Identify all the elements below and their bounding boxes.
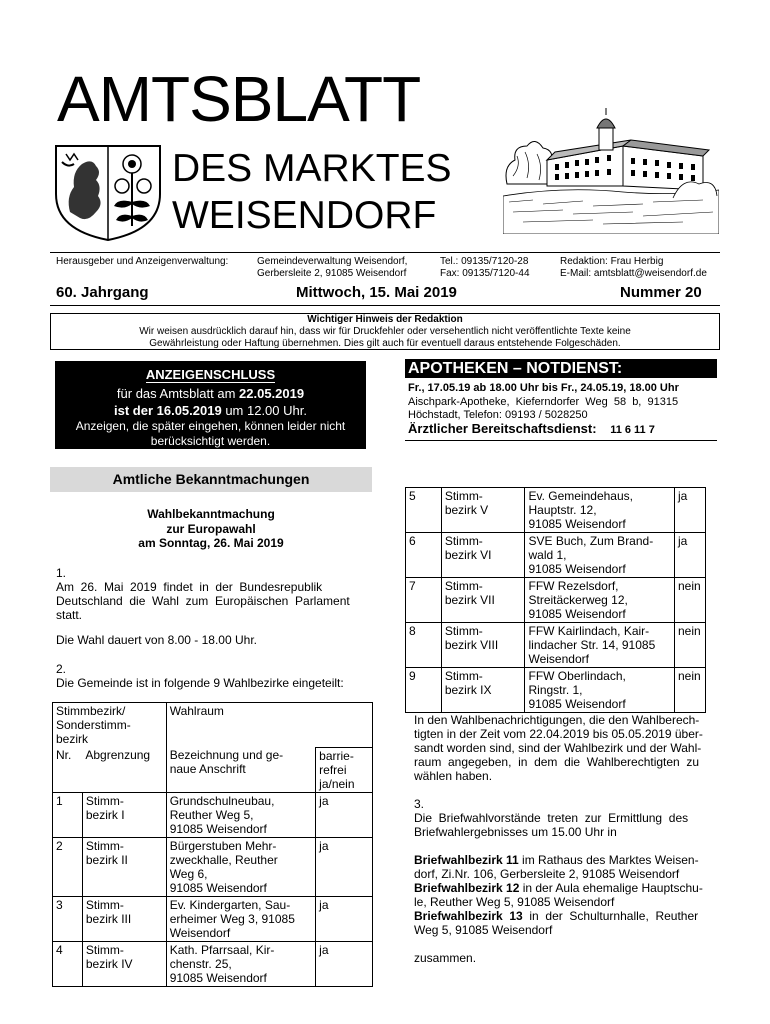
row-barriere: nein: [675, 668, 706, 713]
row-bezirk: [441, 668, 525, 713]
row-ort-line: lindacher Str. 14, 91085: [528, 638, 656, 652]
row-ort-line: Hauptstr. 12,: [528, 503, 597, 517]
row-nr: 4: [53, 941, 83, 986]
briefwahlbezirk-12: [414, 881, 703, 909]
apotheken-line1: Aischpark-Apotheke, Kieferndorfer Weg 58 b, 91315: [408, 396, 679, 408]
subhead-barriere-line: barrie-: [319, 748, 354, 763]
row-bezirk-line: Stimm-: [85, 793, 124, 808]
subhead-nr: Nr.: [53, 747, 83, 792]
table-row: [406, 578, 706, 623]
publisher-fax: Fax: 09135/7120-44: [440, 268, 530, 279]
row-nr: 2: [53, 837, 83, 896]
subhead-bezeichnung-line: Bezeichnung und ge-: [169, 748, 284, 762]
row-ort: [525, 488, 675, 533]
subhead-barriere-line: refrei: [319, 762, 347, 777]
row-nr: 5: [406, 488, 442, 533]
arzt-dienst: [408, 422, 655, 437]
row-ort-line: 91085 Weisendorf: [169, 880, 267, 895]
row-nr: 1: [53, 792, 83, 837]
row-bezirk: [82, 837, 166, 896]
row-bezirk-line: bezirk III: [85, 911, 132, 926]
wahl-heading2: zur Europawahl: [166, 522, 256, 536]
row-bezirk-line: Stimm-: [444, 489, 483, 503]
row-ort-line: Weisendorf: [528, 652, 589, 666]
publisher-contact: [440, 256, 530, 280]
row-bezirk: [82, 896, 166, 941]
row-bezirk-line: bezirk VII: [444, 593, 495, 607]
editorial-notice: [50, 313, 720, 350]
publisher-label: Herausgeber und Anzeigenverwaltung:: [56, 256, 229, 267]
briefwahlbezirk-13-address: Weg 5, 91085 Weisendorf: [414, 923, 553, 937]
arzt-number: 11 6 11 7: [610, 424, 655, 436]
row-ort: [525, 533, 675, 578]
row-nr: 3: [53, 896, 83, 941]
paragraph-line: sandt worden sind, sind der Wahlbezirk und der Wahl-: [414, 741, 702, 755]
row-bezirk-line: bezirk IX: [444, 683, 492, 697]
row-ort: [525, 668, 675, 713]
row-bezirk: [82, 941, 166, 986]
row-ort: [166, 792, 315, 837]
row-ort-line: Bürgerstuben Mehr-: [169, 838, 277, 853]
row-ort-line: Grundschulneubau,: [169, 793, 275, 808]
row-ort-line: FFW Oberlindach,: [528, 669, 626, 683]
para1-line3: statt.: [56, 608, 83, 622]
row-bezirk-line: Stimm-: [444, 579, 483, 593]
briefwahlbezirk-12-label: Briefwahlbezirk 12: [414, 881, 520, 895]
row-bezirk-line: Stimm-: [85, 942, 124, 957]
row-nr: 8: [406, 623, 442, 668]
anzeigenschluss-title: ANZEIGENSCHLUSS: [145, 367, 276, 382]
paragraph-line: Die Briefwahlvorstände treten zur Ermittlung des: [414, 811, 689, 825]
head-stimmbezirk-line: bezirk: [56, 732, 89, 746]
publisher-editorial: [560, 256, 707, 280]
coat-of-arms-icon: [52, 142, 164, 242]
publisher-email: E-Mail: amtsblatt@weisendorf.de: [560, 268, 707, 279]
row-ort-line: chenstr. 25,: [169, 956, 232, 971]
row-ort-line: 91085 Weisendorf: [528, 697, 626, 711]
anzeigenschluss-line4: berücksichtigt werden.: [150, 434, 271, 448]
row-barriere: ja: [316, 896, 373, 941]
row-ort-line: Weisendorf: [169, 925, 231, 940]
row-bezirk-line: bezirk I: [85, 807, 125, 822]
row-ort-line: zweckhalle, Reuther: [169, 852, 278, 867]
paragraph-line: Briefwahlergebnisses um 15.00 Uhr in: [414, 825, 617, 839]
row-barriere: ja: [316, 792, 373, 837]
publisher-org-line2: Gerbersleite 2, 91085 Weisendorf: [257, 268, 407, 279]
apotheken-period: Fr., 17.05.19 ab 18.00 Uhr bis Fr., 24.05.19, 18.00 Uhr: [408, 382, 679, 394]
subhead-barriere-line: ja/nein: [319, 776, 355, 791]
issue-number: Nummer 20: [620, 284, 702, 301]
para1-num: 1.: [56, 566, 67, 580]
subhead-bezeichnung: [166, 747, 315, 792]
row-ort-line: 91085 Weisendorf: [528, 517, 626, 531]
anzeigenschluss-box: [55, 361, 366, 449]
wahl-heading3: am Sonntag, 26. Mai 2019: [138, 536, 284, 550]
row-bezirk: [441, 488, 525, 533]
para1-line2: Deutschland die Wahl zum Europäischen Parlament: [56, 594, 350, 608]
wahlbezirke-table-right: [405, 487, 706, 713]
row-bezirk-line: bezirk V: [444, 503, 489, 517]
arzt-label: Ärztlicher Bereitschaftsdienst:: [408, 421, 597, 436]
briefwahlbezirk-11-address: dorf, Zi.Nr. 106, Gerbersleite 2, 91085 Weisendorf: [414, 867, 680, 881]
table-subhead-row: [53, 747, 373, 792]
briefwahl-intro: [414, 811, 688, 839]
row-ort-line: 91085 Weisendorf: [169, 821, 267, 836]
anzeigenschluss-line3: Anzeigen, die später eingehen, können leider nicht: [75, 419, 346, 433]
row-ort-line: wald 1,: [528, 548, 567, 562]
anzeigenschluss-line1-text: für das Amtsblatt am: [116, 386, 240, 401]
row-ort-line: Ringstr. 1,: [528, 683, 583, 697]
notice-line2: Gewährleistung oder Haftung übernehmen. Dies gilt auch für eventuell daraus entstehende Folgeschäden.: [149, 338, 621, 349]
notice-line1: Wir weisen ausdrücklich darauf hin, dass wir für Druckfehler oder versehentlich nicht veröffentlichte Texte keine: [139, 326, 631, 337]
anzeigenschluss-line2-text: um 12.00 Uhr.: [221, 403, 307, 418]
wahlbenachrichtigung-paragraph: [414, 713, 724, 783]
row-ort: [525, 578, 675, 623]
subhead-barriere: [316, 747, 373, 792]
briefwahlbezirk-13-text: in der Schulturnhalle, Reuther: [522, 909, 699, 923]
anzeigenschluss-line1-date: 22.05.2019: [239, 386, 305, 401]
paragraph-line: wählen haben.: [414, 769, 493, 783]
row-bezirk-line: bezirk II: [85, 852, 128, 867]
row-bezirk-line: bezirk VI: [444, 548, 492, 562]
table-row: [406, 668, 706, 713]
row-ort-line: Streitäckerweg 12,: [528, 593, 628, 607]
para-wahldauer: Die Wahl dauert von 8.00 - 18.00 Uhr.: [56, 633, 257, 647]
row-barriere: ja: [316, 941, 373, 986]
issue-rule: [50, 305, 720, 306]
row-ort-line: Ev. Kindergarten, Sau-: [169, 897, 291, 912]
briefwahlbezirk-11: [414, 853, 699, 881]
row-ort: [525, 623, 675, 668]
row-ort-line: erheimer Weg 3, 91085: [169, 911, 295, 926]
head-wahlraum: Wahlraum: [166, 703, 372, 748]
wahlbezirke-table-left: [52, 702, 373, 987]
row-ort-line: Reuther Weg 5,: [169, 807, 254, 822]
table-row: [406, 623, 706, 668]
row-ort-line: 91085 Weisendorf: [169, 970, 267, 985]
row-bezirk: [441, 623, 525, 668]
apotheken-title: APOTHEKEN – NOTDIENST:: [405, 359, 717, 378]
row-ort-line: Weg 6,: [169, 866, 208, 881]
anzeigenschluss-line2: [55, 402, 366, 419]
table-row: [406, 533, 706, 578]
briefwahlbezirk-12-text: in der Aula ehemalige Hauptschu-: [519, 881, 703, 895]
anzeigenschluss-line1: [55, 385, 366, 402]
briefwahlbezirk-11-label: Briefwahlbezirk 11: [414, 853, 519, 867]
row-bezirk: [441, 533, 525, 578]
briefwahlbezirk-12-address: le, Reuther Weg 5, 91085 Weisendorf: [414, 895, 615, 909]
apotheken-rule: [405, 440, 717, 441]
row-bezirk: [82, 792, 166, 837]
para2-num: 2.: [56, 662, 67, 676]
para3-num: 3.: [414, 797, 425, 811]
row-barriere: nein: [675, 623, 706, 668]
notice-title: Wichtiger Hinweis der Redaktion: [307, 314, 463, 325]
row-bezirk-line: Stimm-: [85, 897, 124, 912]
publisher-org-line1: Gemeindeverwaltung Weisendorf,: [257, 256, 408, 267]
table-row: [53, 896, 373, 941]
row-bezirk-line: Stimm-: [85, 838, 124, 853]
row-nr: 7: [406, 578, 442, 623]
masthead-title: AMTSBLATT: [57, 63, 421, 135]
row-barriere: ja: [675, 488, 706, 533]
head-stimmbezirk: [53, 703, 167, 748]
row-ort: [166, 837, 315, 896]
row-bezirk-line: Stimm-: [444, 669, 483, 683]
row-barriere: ja: [675, 533, 706, 578]
briefwahlbezirk-13: [414, 909, 698, 937]
row-nr: 9: [406, 668, 442, 713]
subhead-bezeichnung-line: naue Anschrift: [169, 762, 246, 776]
row-barriere: nein: [675, 578, 706, 623]
row-bezirk: [441, 578, 525, 623]
publisher-org: [257, 256, 407, 280]
paragraph-line: tigten in der Zeit vom 22.04.2019 bis 05.05.2019 über-: [414, 727, 703, 741]
row-ort: [166, 941, 315, 986]
row-ort-line: FFW Kairlindach, Kair-: [528, 624, 650, 638]
masthead-subtitle-line2: WEISENDORF: [172, 194, 437, 237]
table-head-row: [53, 703, 373, 748]
row-ort: [166, 896, 315, 941]
closing-text: zusammen.: [414, 951, 477, 965]
anzeigenschluss-line2-date: ist der 16.05.2019: [114, 403, 222, 418]
row-bezirk-line: bezirk IV: [85, 956, 133, 971]
table-row: [406, 488, 706, 533]
table-row: [53, 792, 373, 837]
row-ort-line: 91085 Weisendorf: [528, 562, 626, 576]
issue-date: Mittwoch, 15. Mai 2019: [296, 284, 457, 301]
row-ort-line: SVE Buch, Zum Brand-: [528, 534, 654, 548]
row-barriere: ja: [316, 837, 373, 896]
paragraph-line: In den Wahlbenachrichtigungen, die den Wahlberech-: [414, 713, 700, 727]
row-ort-line: Ev. Gemeindehaus,: [528, 489, 633, 503]
briefwahlbezirk-13-label: Briefwahlbezirk 13: [414, 909, 523, 923]
publisher-redaktion: Redaktion: Frau Herbig: [560, 256, 664, 267]
issue-jahrgang: 60. Jahrgang: [56, 284, 149, 301]
table-row: [53, 837, 373, 896]
row-bezirk-line: Stimm-: [444, 624, 483, 638]
row-bezirk-line: Stimm-: [444, 534, 483, 548]
para1-line1: Am 26. Mai 2019 findet in der Bundesrepublik: [56, 580, 323, 594]
row-ort-line: 91085 Weisendorf: [528, 607, 626, 621]
briefwahlbezirk-11-text: im Rathaus des Marktes Weisen-: [518, 853, 699, 867]
subhead-abgrenzung: Abgrenzung: [82, 747, 166, 792]
publisher-tel: Tel.: 09135/7120-28: [440, 256, 529, 267]
amtliche-header: Amtliche Bekanntmachungen: [50, 467, 372, 492]
paragraph-line: raum angegeben, in dem die Wahlberechtigten zu: [414, 755, 700, 769]
row-bezirk-line: bezirk VIII: [444, 638, 499, 652]
row-ort-line: FFW Rezelsdorf,: [528, 579, 619, 593]
head-stimmbezirk-line: Stimmbezirk/: [56, 704, 126, 718]
para2-text: Die Gemeinde ist in folgende 9 Wahlbezirke eingeteilt:: [56, 676, 344, 690]
row-nr: 6: [406, 533, 442, 578]
row-ort-line: Kath. Pfarrsaal, Kir-: [169, 942, 275, 957]
masthead-subtitle-line1: DES MARKTES: [172, 147, 452, 190]
wahl-heading1: Wahlbekanntmachung: [147, 507, 275, 521]
town-hall-illustration-icon: [503, 106, 719, 234]
apotheken-line2: Höchstadt, Telefon: 09193 / 5028250: [408, 409, 588, 421]
header-rule-top: [50, 252, 720, 253]
head-stimmbezirk-line: Sonderstimm-: [56, 718, 131, 732]
table-row: [53, 941, 373, 986]
